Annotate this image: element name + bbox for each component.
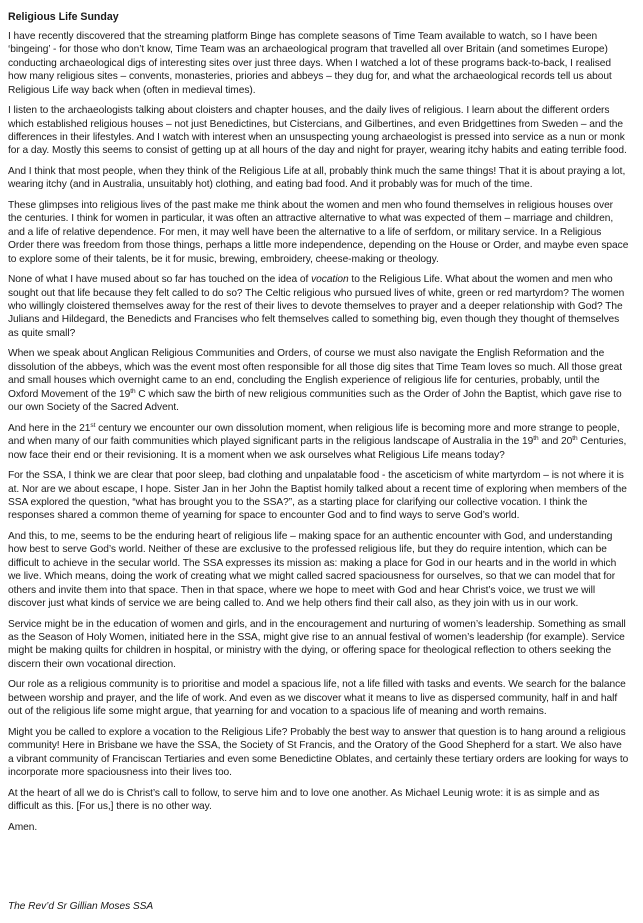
paragraph-amen: Amen.: [8, 821, 38, 833]
paragraph-11: Our role as a religious community is to prioritise and model a spacious life, not a life filled with tasks and events. We search for the balance between worship and prayer, and the life of work. And even as we discover what it means to live as dispersed community, half in and half out of the religious life some might argue, that yearning for and vocation to a spacious life of meaning and worth remains.: [8, 679, 626, 718]
paragraph-10: Service might be in the education of women and girls, and in the encouragement and nurturing of women’s leadership. Something as small as the Season of Holy Women, initiated here in the SSA, might give rise to an annual festival of women’s leadership (for example). Service might be making quilts for children in hospital, or ministry with the dying, or offering space for theological reflection to others seeking the discern their own vocational direction.: [8, 618, 626, 670]
paragraph-2: I listen to the archaeologists talking about cloisters and chapter houses, and the daily lives of religious. I learn about the different orders which established religious houses – not just Benedictines, but Cistercians, and Gilbertines, and even Bridgettines from Sweden – and the differences in their lifestyles. And I watch with interest when an unsuspecting young archaeologist is pressed into service as a nun or monk for a day. Mostly this seems to consist of getting up at all hours of the day and night for prayer, wearing itchy habits and eating terrible food.: [8, 105, 627, 157]
paragraph-7-text-d: Centuries, now face their end or their revisioning. It is a moment when we ask ourselves what Religious Life means today?: [8, 436, 627, 461]
paragraph-1: I have recently discovered that the streaming platform Binge has complete seasons of Time Team available to watch, so I have been ‘bingeing’ - for those who don’t know, Time Team was an archaeological program that travelled all over Britain (and sometimes Europe) conducting archaeological digs of interesting sites over just three days. When I watched a lot of these programs back-to-back, I realised how many religious sites – convents, monasteries, priories and abbeys – they dug for, and what the archaeological records tell us about Religious Life way back when (often in medieval times).: [8, 31, 612, 96]
paragraph-7-sup-b: th: [533, 435, 539, 443]
paragraph-6-text-a: When we speak about Anglican Religious Communities and Orders, of course we must also navigate the English Reformation and the dissolution of the abbeys, which was the event most often responsible for all those dig sites that Time Team loves so much. All those great and small houses which overnight came to an end, concluding the English experience of religious life for centuries, probably, until the Oxford Movement of the 19: [8, 348, 623, 400]
paragraph-7: [8, 422, 629, 462]
paragraph-13: At the heart of all we do is Christ’s call to follow, to serve him and to love one another. As Michael Leunig wrote: it is as simple and as difficult as this. [For us,] there is no other way.: [8, 787, 600, 812]
paragraph-6-text-b: C which saw the birth of new religious communities such as the Order of John the Baptist, which gave rise to our own Society of the Sacred Advent.: [8, 388, 622, 414]
paragraph-5: [8, 273, 629, 340]
paragraph-5-text-a: None of what I have mused about so far has touched on the idea of: [8, 274, 312, 286]
paragraph-3: And I think that most people, when they think of the Religious Life at all, probably think much the same things! That it is about praying a lot, wearing itchy (and in Australia, unsuitably hot) clothing, and eating bad food. And it probably was for much of the time.: [8, 166, 626, 191]
paragraph-12: Might you be called to explore a vocation to the Religious Life? Probably the best way to answer that question is to hang around a religious community! Here in Brisbane we have the SSA, the Society of St Francis, and the Oratory of the Good Shepherd for a start. We also have a vibrant community of Franciscan Tertiaries and even some Benedictine Oblates, and certainly these tertiary orders are looking for ways to incorporate more spaciousness into their lives too.: [8, 726, 629, 778]
paragraph-7-text-a: And here in the 21: [8, 422, 91, 434]
paragraph-7-text-b: century we encounter our own dissolution moment, when religious life is becoming more and more strange to people, and when many of our faith communities which played significant parts in the religious landscape of Australia in the 19: [8, 422, 620, 448]
paragraph-5-text-b: to the Religious Life. What about the women and men who sought out that life because they felt called to do so? The Celtic religious who pursued lives of white, green or red martyrdom? The women who willingly cloistered themselves away for the rest of their lives to devote themselves to prayer and a deeper relationship with God? The Julians and Hildegard, the Benedicts and Francises who felt themselves called to something big, even though they thought of themselves as quite small?: [8, 274, 625, 339]
paragraph-7-sup-c: th: [572, 435, 578, 443]
paragraph-5-emphasis: vocation: [311, 274, 349, 286]
page-title: Religious Life Sunday: [8, 11, 119, 23]
author-signature: The Rev’d Sr Gillian Moses SSA: [8, 901, 154, 912]
paragraph-8: For the SSA, I think we are clear that poor sleep, bad clothing and unpalatable food - the asceticism of white martyrdom – is not where it is at. Nor are we about escape, I hope. Sister Jan in her John the Baptist homily talked about a recent time of exploring when members of the SSA explored the question, “what has brought you to the SSA?”, as a starting place for clarifying our collective vocation. I think the responses shared a common theme of yearning for space to encounter God and to find ways to serve God’s world.: [8, 470, 627, 522]
paragraph-7-text-c: and 20: [538, 436, 573, 448]
paragraph-6-superscript: th: [130, 387, 136, 395]
paragraph-4: These glimpses into religious lives of the past make me think about the women and men who found themselves in religious houses over the centuries. I think for women in particular, it was often an attractive alternative to what was expected of them – marriage and children, and a life of relative dependence. For men, it may well have been the alternative to a life of serfdom, or military service. In a Religious Order there was freedom from those things, perhaps a little more independence, depending on the House or Order, and maybe even space to explore some of their talents, be it for music, brewing, embroidery, cheese-making or theology.: [8, 200, 629, 265]
paragraph-7-sup-a: st: [90, 421, 96, 429]
paragraph-6: [8, 347, 629, 414]
paragraph-9: And this, to me, seems to be the enduring heart of religious life – making space for an authentic encounter with God, and understanding how best to serve God’s world. Neither of these are exclusive to the professed religious life, but they do require intention, which can be difficult to achieve in the secular world. The SSA expresses its mission as: making a place for God in our hearts and in the world in which we live. Which means, doing the work of creating what we might called sacred spaciousness for ourselves, so that we can model that for others and invite them into that space. Then in that space, where we hope to meet with God and hear Christ’s voice, we trust we will discover just what kinds of service we are being called to. And we help others find their call also, as they join with us in our work.: [8, 530, 617, 609]
